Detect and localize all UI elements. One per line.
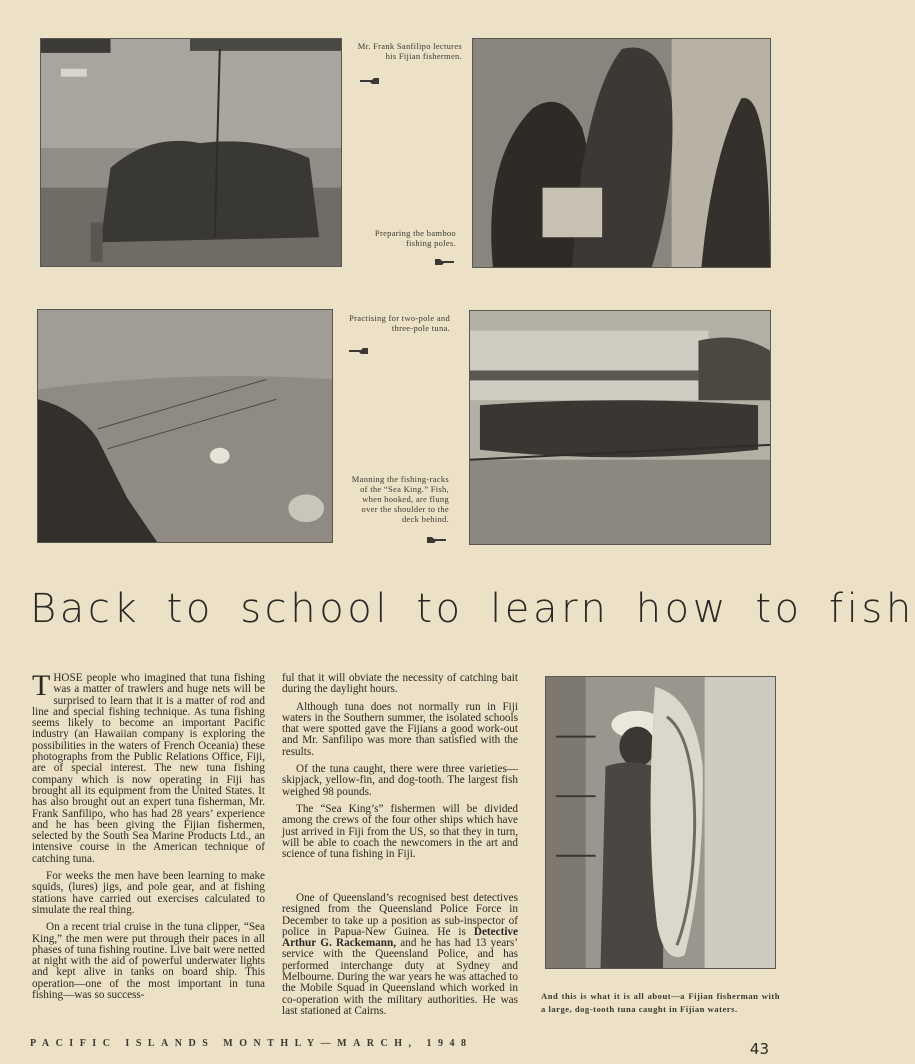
notice-text: and he has had 13 years’ service with the Queensland Police, and has performed interchange duty at Sydney and Melbourne. During the war years he was attached to the Mobile Squad in Queensland which worked in co-operation with the military authorities. He was last stationed at Cairns. — [282, 937, 518, 1017]
article-paragraph: For weeks the men have been learning to make squids, (lures) jigs, and pole gear, and at fishing stations have carried out exercises calculated to simulate the real thing. — [32, 870, 265, 916]
article-paragraph: The “Sea King’s” fishermen will be divided among the crews of the four other ships which have just arrived in Fiji from the US, so that they in turn, will be able to coach the newcomers in the art and science of tuna fishing in Fiji. — [282, 802, 518, 861]
page-number: 43 — [749, 1040, 769, 1058]
photo-lecture-fishermen — [40, 38, 342, 267]
notice-paragraph — [282, 893, 518, 1017]
photo-manning-racks — [469, 310, 771, 545]
caption-manning: Manning the fishing-racks of the “Sea King.” Fish, when hooked, are flung over the shoulder to the deck behind. — [351, 474, 449, 524]
article-paragraph: ful that it will obviate the necessity of catching bait during the daylight hours. — [282, 672, 518, 696]
caption-dog-tooth-tuna: And this is what it is all about—a Fijian fisherman with a large, dog-tooth tuna caught in Fijian waters. — [541, 991, 780, 1014]
article-paragraph: Although tuna does not normally run in Fiji waters in the Southern summer, the isolated schools that were spotted gave the Fijians a good work-out and Mr. Sanfilipo was more than satisfied with the results. — [282, 700, 518, 758]
caption-practising: Practising for two-pole and three-pole tuna. — [349, 313, 450, 333]
article-paragraph: Of the tuna caught, there were three varieties—skipjack, yellow-fin, and dog-tooth. The largest fish weighed 98 pounds. — [282, 763, 518, 798]
photo-icon — [546, 677, 775, 968]
photo-icon — [38, 310, 332, 542]
notice-text: One of Queensland’s recognised best detectives resigned from the Queensland Police Force in December to take up a position as sub-inspector of police in Papua-New Guinea. He is — [282, 892, 518, 938]
article-column-2 — [282, 673, 518, 866]
notice-rackemann — [282, 893, 518, 1023]
pointing-hand-icon — [434, 258, 454, 266]
page-footer-publication: PACIFIC ISLANDS MONTHLY—MARCH, 1948 — [30, 1038, 473, 1049]
photo-icon — [473, 39, 770, 267]
caption-preparing: Preparing the bamboo fishing poles. — [374, 228, 456, 248]
photo-preparing-poles — [472, 38, 771, 268]
photo-practising-tuna — [37, 309, 333, 543]
pointing-hand-icon — [426, 536, 446, 544]
article-column-1 — [32, 669, 265, 1007]
pointing-hand-icon — [360, 77, 380, 85]
article-paragraph — [32, 669, 265, 865]
photo-icon — [41, 39, 341, 266]
photo-dog-tooth-tuna — [545, 676, 776, 969]
pointing-hand-icon — [349, 347, 369, 355]
paragraph-text: HOSE people who imagined that tuna fishing was a matter of trawlers and huge nets will be surprised to learn that it is a matter of rod and line and special fishing technique. As tuna fishing seems likely to become an important Pacific industry (an Hawaiian company is exploring the possibilities in the waters of French Oceania) these photographs from the Public Relations Office, Fiji, are of special interest. The new tuna fishing company which is now operating in Fiji has brought all its equipment from the United States. It has also brought out an expert tuna fisherman, Mr. Frank Sanfilipo, who has had 28 years’ experience and he has been giving the Fijian fishermen, selected by the South Sea Marine Products Ltd., an intensive course in the American technique of catching tuna. — [32, 672, 265, 865]
drop-cap: T — [32, 669, 51, 702]
caption-lecture: Mr. Frank Sanfilipo lectures his Fijian fishermen. — [357, 41, 462, 61]
article-headline: Back to school to learn how to fish — [30, 586, 915, 632]
notice-name: Detective Arthur G. Rackemann, — [282, 925, 518, 950]
article-paragraph: On a recent trial cruise in the tuna clipper, “Sea King,” the men were put through their paces in all phases of tuna fishing routine. Live bait were netted at night with the aid of powerful underwater lights and kept alive in tanks on board ship. This operation—one of the most important in tuna fishing—was so success- — [32, 921, 265, 1002]
photo-icon — [470, 311, 770, 544]
